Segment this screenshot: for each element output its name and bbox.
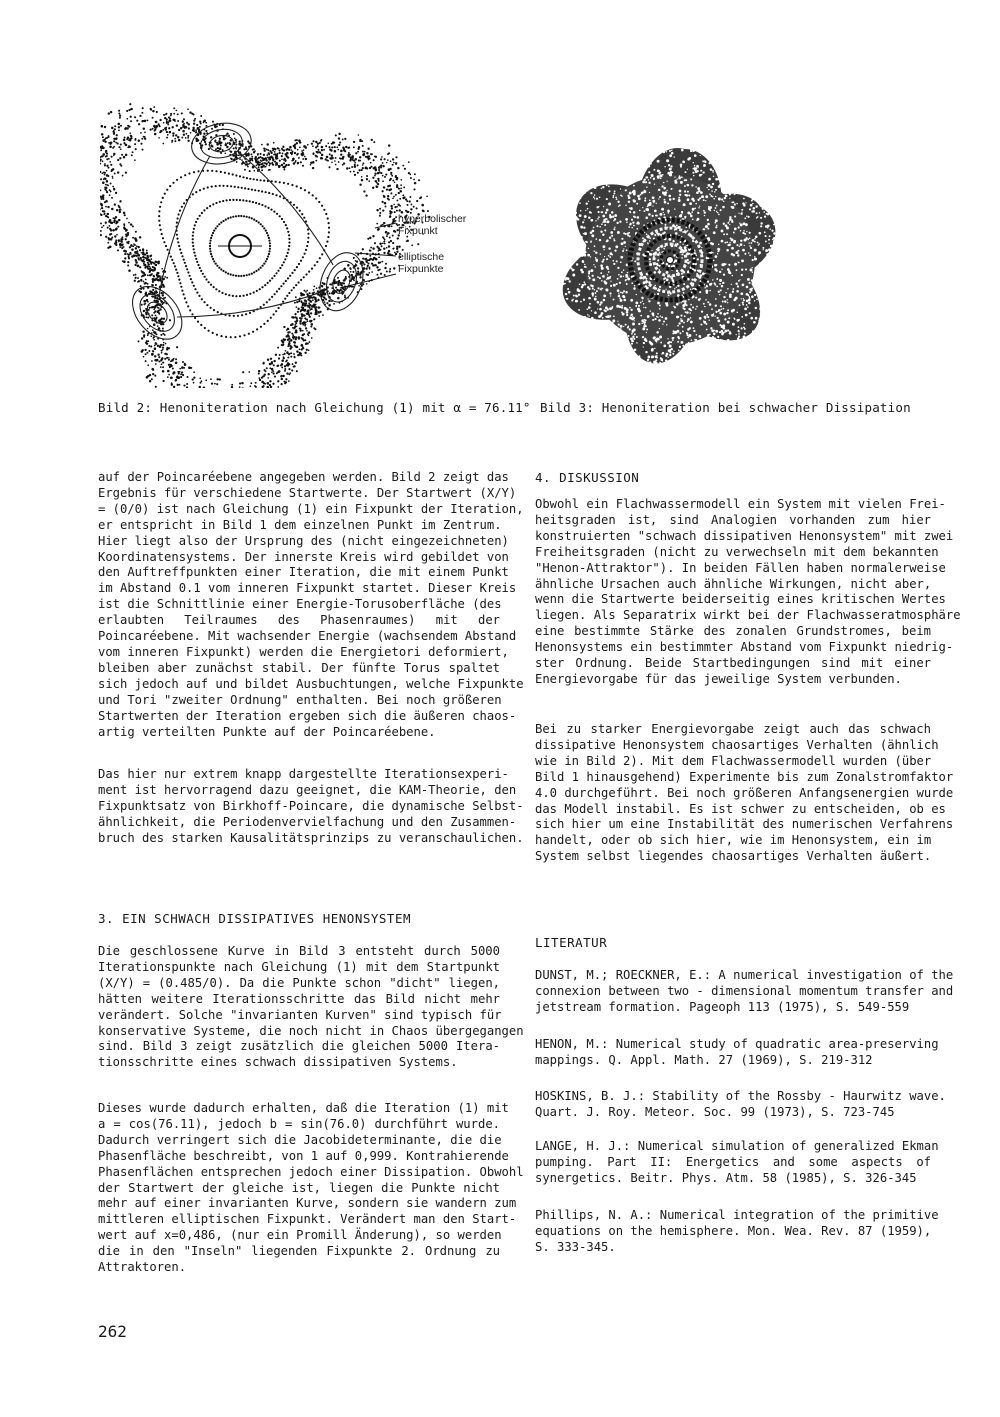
text-line: wie in Bild 2). Mit dem Flachwassermodell wurden (über: [535, 753, 932, 768]
text-line: (X/Y) = (0.485/0). Da die Punkte schon "dicht" liegen,: [98, 975, 500, 990]
reference-entry: [535, 1089, 946, 1121]
caption-bild3: Bild 3: Henoniteration bei schwacher Dissipation: [540, 400, 911, 415]
reference-entry: [535, 1208, 939, 1256]
literature-heading: LITERATUR: [535, 935, 608, 950]
text-line: sich hier um eine Instabilität des numerischen Verfahrens: [535, 817, 954, 832]
text-line: DUNST, M.; ROECKNER, E.: A numerical investigation of the: [535, 968, 954, 982]
text-line: jetstream formation. Pageoph 113 (1975), S. 549-559: [535, 999, 910, 1014]
text-line: dissipative Henonsystem chaosartiges Verhalten (ähnlich: [535, 737, 939, 752]
reference-entry: [535, 1139, 939, 1187]
section-4-heading: 4. DISKUSSION: [535, 470, 640, 485]
text-line: "Henon-Attraktor"). In beiden Fällen haben normalerweise: [535, 560, 946, 575]
figure-bild3: [548, 120, 798, 390]
text-line: artig verteilten Punkte auf der Poincaréebene.: [98, 724, 436, 739]
text-line: Phasenfläche beschreibt, von 1 auf 0,999. Kontrahierende: [98, 1148, 509, 1163]
text-line: Fixpunktsatz von Birkhoff-Poincare, die dynamische Selbst-: [98, 798, 524, 813]
text-line: die in den "Inseln" liegenden Fixpunkte 2. Ordnung zu: [98, 1244, 500, 1259]
text-line: Das hier nur extrem knapp dargestellte Iterationsexperi-: [98, 767, 509, 781]
caption-bild2: Bild 2: Henoniteration nach Gleichung (1) mit α = 76.11°: [98, 400, 531, 415]
text-line: ähnlichkeit, die Periodenvervielfachung und den Zusammen-: [98, 814, 517, 829]
text-line: Startwerten der Iteration ergeben sich die äußeren chaos-: [98, 708, 517, 723]
text-line: heitsgraden ist, sind Analogien vorhanden zum hier: [535, 512, 931, 527]
text-line: ment ist hervorragend dazu geeignet, die KAM-Theorie, den: [98, 782, 517, 797]
label-hyperbolic-2: Fixpunkt: [398, 225, 438, 237]
text-line: Dieses wurde dadurch erhalten, daß die Iteration (1) mit: [98, 1101, 509, 1115]
callout-line-elliptic-b: [340, 274, 396, 288]
text-line: auf der Poincaréebene angegeben werden. Bild 2 zeigt das: [98, 470, 509, 484]
text-line: Hier liegt also der Ursprung des (nicht eingezeichneten): [98, 533, 509, 548]
text-line: der Startwert der gleiche ist, liegen die Punkte nicht: [98, 1180, 500, 1195]
text-line: Quart. J. Roy. Meteor. Soc. 99 (1973), S. 723-745: [535, 1104, 895, 1119]
text-line: HENON, M.: Numerical study of quadratic area-preserving: [535, 1037, 939, 1051]
text-line: Attraktoren.: [98, 1260, 187, 1275]
text-line: mehr auf einer invarianten Kurve, sondern sie wandern zum: [98, 1196, 517, 1211]
text-line: er entspricht in Bild 1 dem einzelnen Punkt im Zentrum.: [98, 517, 502, 532]
text-line: im Abstand 0.1 vom inneren Fixpunkt startet. Dieser Kreis: [98, 581, 517, 596]
text-line: Henonsystems ein bestimmter Abstand vom Fixpunkt niedrig-: [535, 640, 954, 655]
right-paragraph-1: [535, 497, 961, 688]
page-number: 262: [98, 1322, 127, 1341]
text-line: Die geschlossene Kurve in Bild 3 entsteht durch 5000: [98, 944, 500, 958]
text-line: sich jedoch auf und bildet Ausbuchtungen, welche Fixpunkte: [98, 676, 524, 691]
label-elliptic-1: elliptische: [398, 251, 445, 263]
text-line: vom inneren Fixpunkt) werden die Energietori deformiert,: [98, 644, 509, 659]
text-line: tionsschritte eines schwach dissipativen Systems.: [98, 1055, 458, 1070]
text-line: mappings. Q. Appl. Math. 27 (1969), S. 219-312: [535, 1052, 873, 1067]
reference-entry: [535, 1037, 939, 1069]
text-line: mittleren elliptischen Fixpunkt. Verändert man den Start-: [98, 1212, 517, 1227]
text-line: Dadurch verringert sich die Jacobideterminante, die die: [98, 1132, 502, 1147]
reference-entry: [535, 968, 954, 1016]
left-paragraph-4: [98, 1101, 524, 1276]
text-line: handelt, oder ob sich hier, wie im Henonsystem, ein im: [535, 833, 932, 848]
text-line: sind. Bild 3 zeigt zusätzlich die gleichen 5000 Itera-: [98, 1039, 500, 1054]
text-line: das Modell instabil. Es ist schwer zu entscheiden, ob es: [535, 801, 946, 816]
text-line: Phasenflächen entsprechen jedoch einer Dissipation. Obwohl: [98, 1164, 524, 1179]
text-line: liegen. Als Separatrix wirkt bei der Flachwasseratmosphäre: [535, 608, 961, 623]
text-line: Koordinatensystems. Der innerste Kreis wird gebildet von: [98, 549, 509, 564]
text-line: ähnliche Ursachen auch ähnliche Wirkungen, nicht aber,: [535, 576, 932, 591]
text-line: a = cos(76.11), jedoch b = sin(76.0) durchführt wurde.: [98, 1116, 500, 1131]
text-line: = (0/0) ist nach Gleichung (1) ein Fixpunkt der Iteration,: [98, 501, 524, 516]
text-line: Iterationspunkte nach Gleichung (1) mit dem Startpunkt: [98, 959, 500, 974]
left-paragraph-1: [98, 470, 524, 740]
text-line: pumping. Part II: Energetics and some aspects of: [535, 1154, 931, 1169]
callout-line-hyperbolic: [375, 223, 396, 228]
text-line: connexion between two - dimensional momentum transfer and: [535, 983, 954, 998]
left-paragraph-2: [98, 767, 524, 847]
text-line: hätten weitere Iterationsschritte das Bild nicht mehr: [98, 991, 500, 1006]
text-line: konservative Systeme, die noch nicht in Chaos übergegangen: [98, 1023, 524, 1038]
text-line: ster Ordnung. Beide Startbedingungen sind mit einer: [535, 656, 931, 671]
text-line: Obwohl ein Flachwassermodell ein System mit vielen Frei-: [535, 497, 946, 511]
text-line: eine bestimmte Stärke des zonalen Grundstromes, beim: [535, 624, 931, 639]
text-line: Bei zu starker Energievorgabe zeigt auch das schwach: [535, 722, 931, 736]
text-line: ist die Schnittlinie einer Energie-Torusoberfläche (des: [98, 597, 502, 612]
text-line: HOSKINS, B. J.: Stability of the Rossby - Haurwitz wave.: [535, 1089, 946, 1103]
text-line: Poincaréebene. Mit wachsender Energie (wachsendem Abstand: [98, 629, 517, 644]
text-line: Phillips, N. A.: Numerical integration of the primitive: [535, 1208, 939, 1222]
text-line: System selbst liegendes chaosartiges Verhalten äußert.: [535, 849, 932, 864]
text-line: den Auftreffpunkten einer Iteration, die mit einem Punkt: [98, 565, 509, 580]
text-line: Ergebnis für verschiedene Startwerte. Der Startwert (X/Y): [98, 485, 517, 500]
phase-portrait-points: [100, 103, 431, 388]
text-line: Energievorgabe für das jeweilige System verbunden.: [535, 671, 902, 686]
text-line: equations on the hemisphere. Mon. Wea. Rev. 87 (1959),: [535, 1223, 932, 1238]
text-line: synergetics. Beitr. Phys. Atm. 58 (1985), S. 326-345: [535, 1170, 917, 1185]
text-line: Freiheitsgraden (nicht zu verwechseln mit dem bekannten: [535, 544, 939, 559]
section-3-heading: 3. EIN SCHWACH DISSIPATIVES HENONSYSTEM: [98, 911, 411, 926]
left-paragraph-3: [98, 944, 524, 1071]
text-line: bruch des starken Kausalitätsprinzips zu veranschaulichen.: [98, 830, 524, 845]
text-line: verändert. Solche "invarianten Kurven" sind typisch für: [98, 1007, 502, 1022]
label-elliptic-2: Fixpunkte: [398, 263, 444, 275]
text-line: erlaubten Teilraumes des Phasenraumes) mit der: [98, 613, 500, 628]
text-line: wenn die Startwerte beiderseitig eines kritischen Wertes: [535, 592, 946, 607]
text-line: Bild 1 hinausgehend) Experimente bis zum Zonalstromfaktor: [535, 769, 954, 784]
label-hyperbolic-1: hyperbolischer: [398, 213, 467, 225]
right-paragraph-2: [535, 722, 954, 865]
text-line: wert auf x=0,486, (nur ein Promill Änderung), so werden: [98, 1228, 502, 1243]
text-line: konstruierten "schwach dissipativen Henonsystem" mit zwei: [535, 528, 954, 543]
text-line: und Tori "zweiter Ordnung" enthalten. Bei noch größeren: [98, 692, 502, 707]
text-line: 4.0 durchgeführt. Bei noch größeren Anfangsenergien wurde: [535, 785, 954, 800]
figure-bild2: [100, 88, 520, 388]
text-line: S. 333-345.: [535, 1239, 616, 1254]
text-line: LANGE, H. J.: Numerical simulation of generalized Ekman: [535, 1139, 939, 1153]
text-line: bleiben aber zunächst stabil. Der fünfte Torus spaltet: [98, 660, 500, 675]
